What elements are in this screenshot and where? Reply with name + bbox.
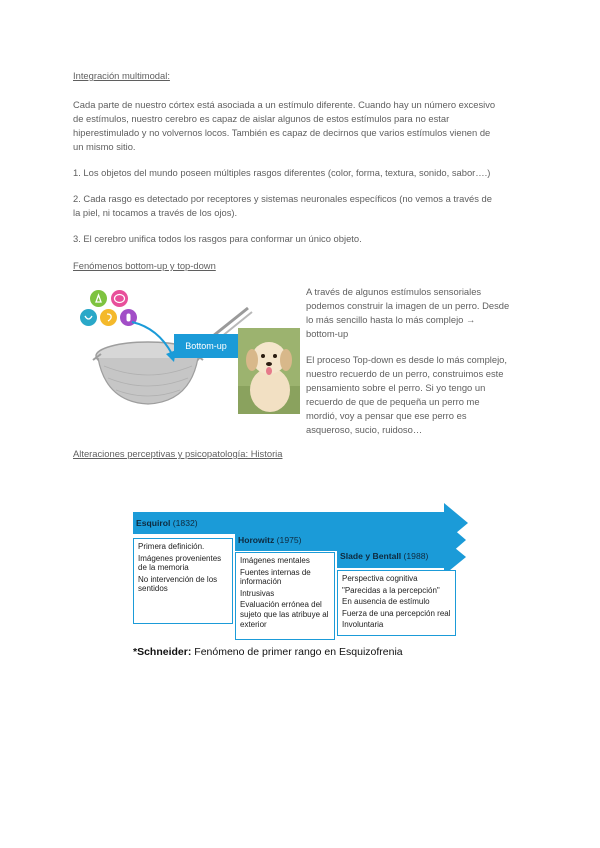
timeline-item: Primera definición. xyxy=(138,542,205,551)
top-down-line: asqueroso, sucio, ruidoso… xyxy=(306,424,423,435)
section-heading-bottomup-topdown: Fenómenos bottom-up y top-down xyxy=(73,260,216,271)
puppy-photo xyxy=(238,328,300,414)
bottom-up-label xyxy=(174,334,238,358)
timeline-item: Intrusivas xyxy=(240,588,275,598)
timeline-label-esquirol xyxy=(136,518,198,528)
timeline-name: Horowitz xyxy=(238,535,275,545)
timeline-item: Evaluación errónea del sujeto que las atribuye al exterior xyxy=(240,600,329,629)
section-heading-integracion: Integración multimodal: xyxy=(73,70,170,81)
timeline-box-horowitz xyxy=(235,552,335,640)
paragraph-line: un mismo sitio. xyxy=(73,141,136,152)
timeline-year: (1832) xyxy=(172,518,198,528)
section-heading-historia: Alteraciones perceptivas y psicopatología: Historia xyxy=(73,448,283,459)
timeline-name: Esquirol xyxy=(136,518,171,528)
bottom-up-line: bottom-up xyxy=(306,328,349,339)
bottom-up-figure xyxy=(78,284,298,414)
timeline-item: Fuentes internas de información xyxy=(240,567,311,587)
schneider-footnote-text: Fenómeno de primer rango en Esquizofrenia xyxy=(191,646,403,658)
bottom-up-line: podemos construir la imagen de un perro. Desde xyxy=(306,300,510,311)
timeline-item: Imágenes provenientes de la memoria xyxy=(138,553,222,573)
timeline-box-esquirol xyxy=(133,538,233,624)
top-down-line: nuestro recuerdo de un perro, construimos este xyxy=(306,368,504,379)
schneider-footnote-bold: *Schneider: xyxy=(133,646,192,658)
paragraph-line: de estímulos, nuestro cerebro es capaz de aislar algunos de estos estímulos para no estar xyxy=(73,113,450,124)
point-3: 3. El cerebro unifica todos los rasgos para conformar un único objeto. xyxy=(73,233,362,244)
timeline-name: Slade y Bentall xyxy=(340,551,402,561)
point-2-line: la piel, ni tocamos a través de los ojos). xyxy=(73,207,238,218)
schneider-footnote xyxy=(133,646,403,658)
timeline-box-slade xyxy=(337,570,456,636)
bottom-up-label-text: Bottom-up xyxy=(185,341,227,351)
timeline-item: "Parecidas a la percepción" xyxy=(342,585,440,595)
point-1: 1. Los objetos del mundo poseen múltiples rasgos diferentes (color, forma, textura, sonido, sabor….) xyxy=(73,167,491,178)
timeline-label-horowitz xyxy=(238,535,302,545)
timeline-item: En ausencia de estímulo xyxy=(342,597,430,607)
top-down-line: pensamiento sobre el perro. Si yo tengo un xyxy=(306,382,486,393)
timeline-item: Involuntaria xyxy=(342,620,384,630)
timeline-item: Fuerza de una percepción real xyxy=(342,608,451,618)
timeline-item: Perspectiva cognitiva xyxy=(342,574,418,583)
paragraph-line: hiperestimulado y no volvernos locos. También es capaz de decirnos que varios estímulos vienen de xyxy=(73,127,491,138)
point-2-line: 2. Cada rasgo es detectado por receptores y sistemas neuronales específicos (no vemos a través de xyxy=(73,193,492,204)
timeline-item: Imágenes mentales xyxy=(240,556,310,565)
top-down-line: El proceso Top-down es desde lo más complejo, xyxy=(306,354,507,365)
timeline-label-slade xyxy=(340,551,428,561)
top-down-line: recuerdo de que de pequeña un perro me xyxy=(306,396,480,407)
paragraph-line: Cada parte de nuestro córtex está asociada a un estímulo diferente. Cuando hay un número excesivo xyxy=(73,99,496,110)
bottom-up-line: lo más sencillo hasta lo más complejo → xyxy=(306,314,476,325)
timeline-year: (1975) xyxy=(276,535,302,545)
top-down-line: mordió, voy a pensar que ese perro es xyxy=(306,410,467,421)
timeline-year: (1988) xyxy=(403,551,429,561)
bottom-up-line: A través de algunos estímulos sensoriales xyxy=(306,286,482,297)
timeline-item: No intervención de los sentidos xyxy=(138,574,218,594)
